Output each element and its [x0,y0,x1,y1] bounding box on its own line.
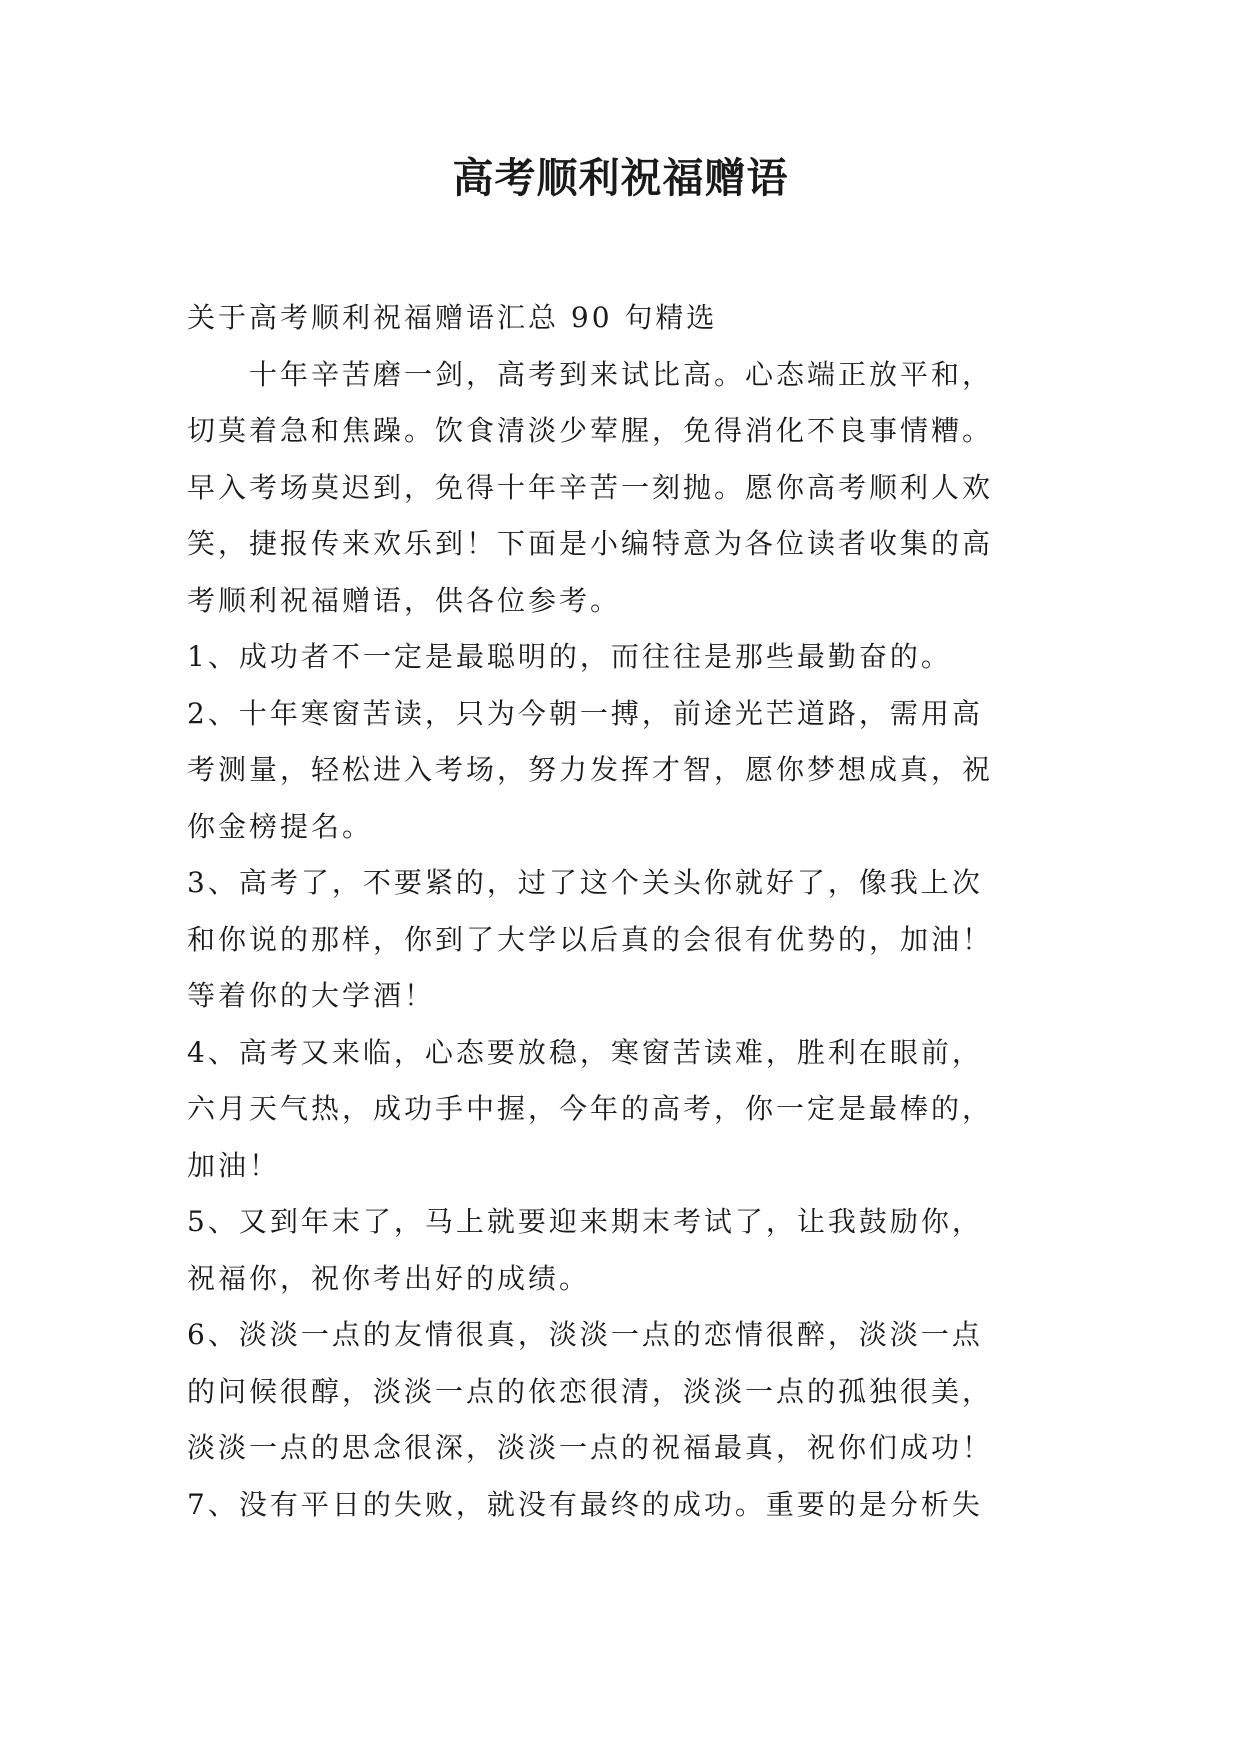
list-item-line: 加油！ [187,1148,281,1182]
list-item-line: 1、成功者不一定是最聪明的，而往往是那些最勤奋的。 [187,640,952,673]
list-item-line: 六月天气热，成功手中握，今年的高考，你一定是最棒的， [187,1092,994,1125]
list-item-line: 3、高考了，不要紧的，过了这个关头你就好了，像我上次 [187,866,983,899]
list-item-line: 2、十年寒窗苦读，只为今朝一搏，前途光芒道路，需用高 [187,696,983,730]
document-title: 高考顺利祝福赠语 [452,154,789,202]
list-item-line: 7、没有平日的失败，就没有最终的成功。重要的是分析失 [187,1487,983,1521]
paragraph-line: 考顺利祝福赠语，供各位参考。 [187,583,622,617]
list-item-line: 5、又到年末了，马上就要迎来期末考试了，让我鼓励你， [187,1205,983,1238]
list-item-line: 祝福你，祝你考出好的成绩。 [187,1261,591,1295]
list-item-line: 你金榜提名。 [187,809,374,843]
paragraph-line: 早入考场莫迟到，免得十年辛苦一刻抛。愿你高考顺利人欢 [187,470,994,504]
intro-heading: 关于高考顺利祝福赠语汇总 90 句精选 [187,301,718,334]
paragraph-line: 笑，捷报传来欢乐到！下面是小编特意为各位读者收集的高 [187,527,994,560]
list-item-line: 6、淡淡一点的友情很真，淡淡一点的恋情很醉，淡淡一点 [187,1318,983,1351]
paragraph-line: 切莫着急和焦躁。饮食清淡少荤腥，免得消化不良事情糟。 [187,414,994,447]
document-body [187,290,1067,1533]
list-item-line: 的问候很醇，淡淡一点的依恋很清，淡淡一点的孤独很美， [187,1374,994,1408]
list-item-line: 4、高考又来临，心态要放稳，寒窗苦读难，胜利在眼前， [187,1035,983,1069]
list-item-line: 淡淡一点的思念很深，淡淡一点的祝福最真，祝你们成功！ [187,1431,994,1464]
list-item-line: 等着你的大学酒！ [187,979,436,1012]
list-item-line: 和你说的那样，你到了大学以后真的会很有优势的，加油！ [187,922,994,956]
paragraph-line: 十年辛苦磨一剑，高考到来试比高。心态端正放平和， [187,357,994,391]
list-item-line: 考测量，轻松进入考场，努力发挥才智，愿你梦想成真，祝 [187,753,994,786]
